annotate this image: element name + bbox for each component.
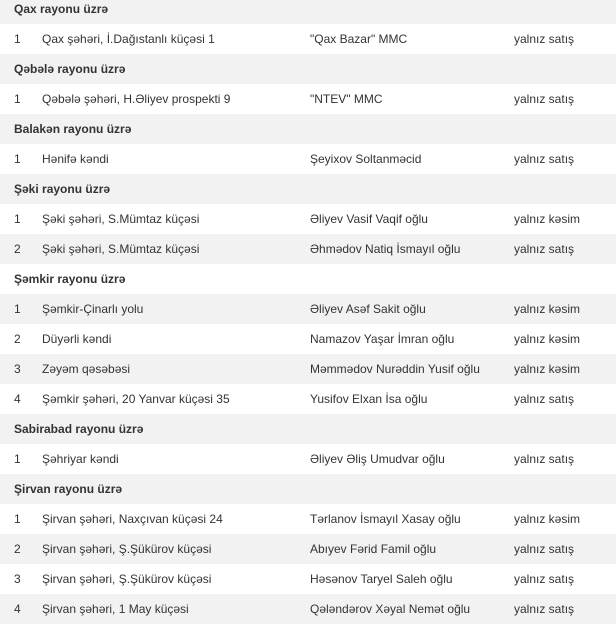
- row-number: 1: [0, 84, 42, 114]
- table-row: [0, 324, 616, 354]
- row-type: yalnız satış: [514, 84, 616, 114]
- row-name: Tərlanov İsmayıl Xasay oğlu: [310, 504, 514, 534]
- row-name: Abıyev Fərid Famil oğlu: [310, 534, 514, 564]
- row-number: 3: [0, 564, 42, 594]
- section-title: Şəmkir rayonu üzrə: [0, 264, 616, 294]
- row-type: yalnız satış: [514, 444, 616, 474]
- table-row: [0, 144, 616, 174]
- section-header: [0, 114, 616, 144]
- table-row: [0, 594, 616, 624]
- row-address: Şirvan şəhəri, Ş.Şükürov küçəsi: [42, 534, 310, 564]
- row-number: 1: [0, 204, 42, 234]
- row-number: 4: [0, 384, 42, 414]
- table-row: [0, 294, 616, 324]
- section-title: Sabirabad rayonu üzrə: [0, 414, 616, 444]
- row-number: 4: [0, 594, 42, 624]
- row-name: Əliyev Asəf Sakit oğlu: [310, 294, 514, 324]
- row-type: yalnız satış: [514, 594, 616, 624]
- row-type: yalnız satış: [514, 24, 616, 54]
- table-row: [0, 534, 616, 564]
- table-row: [0, 84, 616, 114]
- table-row: [0, 444, 616, 474]
- row-number: 1: [0, 294, 42, 324]
- table-row: [0, 384, 616, 414]
- table-row: [0, 234, 616, 264]
- row-number: 1: [0, 24, 42, 54]
- row-name: "NTEV" MMC: [310, 84, 514, 114]
- row-type: yalnız kəsim: [514, 324, 616, 354]
- row-address: Şəhriyar kəndi: [42, 444, 310, 474]
- row-type: yalnız kəsim: [514, 294, 616, 324]
- row-address: Qəbələ şəhəri, H.Əliyev prospekti 9: [42, 84, 310, 114]
- section-title: Şəki rayonu üzrə: [0, 174, 616, 204]
- section-header: [0, 414, 616, 444]
- row-address: Şirvan şəhəri, Naxçıvan küçəsi 24: [42, 504, 310, 534]
- section-header: [0, 264, 616, 294]
- row-name: Məmmədov Nurəddin Yusif oğlu: [310, 354, 514, 384]
- section-header: [0, 0, 616, 24]
- row-name: Şeyixov Soltanməcid: [310, 144, 514, 174]
- row-number: 2: [0, 534, 42, 564]
- table-row: [0, 24, 616, 54]
- row-number: 2: [0, 234, 42, 264]
- table-row: [0, 504, 616, 534]
- row-address: Şəki şəhəri, S.Mümtaz küçəsi: [42, 234, 310, 264]
- row-type: yalnız satış: [514, 384, 616, 414]
- row-number: 1: [0, 444, 42, 474]
- row-number: 3: [0, 354, 42, 384]
- row-type: yalnız kəsim: [514, 204, 616, 234]
- row-name: "Qax Bazar" MMC: [310, 24, 514, 54]
- section-title: Şirvan rayonu üzrə: [0, 474, 616, 504]
- row-name: Qələndərov Xəyal Nemət oğlu: [310, 594, 514, 624]
- section-header: [0, 54, 616, 84]
- row-address: Şirvan şəhəri, Ş.Şükürov küçəsi: [42, 564, 310, 594]
- row-address: Şəmkir-Çinarlı yolu: [42, 294, 310, 324]
- row-number: 2: [0, 324, 42, 354]
- row-address: Hənifə kəndi: [42, 144, 310, 174]
- row-type: yalnız satış: [514, 234, 616, 264]
- row-type: yalnız kəsim: [514, 354, 616, 384]
- section-header: [0, 174, 616, 204]
- row-name: Əliyev Vasif Vaqif oğlu: [310, 204, 514, 234]
- row-type: yalnız kəsim: [514, 504, 616, 534]
- row-address: Qax şəhəri, İ.Dağıstanlı küçəsi 1: [42, 24, 310, 54]
- section-header: [0, 474, 616, 504]
- section-title: Balakən rayonu üzrə: [0, 114, 616, 144]
- row-address: Şirvan şəhəri, 1 May küçəsi: [42, 594, 310, 624]
- table-row: [0, 564, 616, 594]
- row-name: Əhmədov Natiq İsmayıl oğlu: [310, 234, 514, 264]
- section-title: Qax rayonu üzrə: [0, 0, 616, 24]
- section-title: Qəbələ rayonu üzrə: [0, 54, 616, 84]
- row-name: Namazov Yaşar İmran oğlu: [310, 324, 514, 354]
- row-address: Düyərli kəndi: [42, 324, 310, 354]
- row-type: yalnız satış: [514, 564, 616, 594]
- row-type: yalnız satış: [514, 534, 616, 564]
- row-number: 1: [0, 504, 42, 534]
- row-type: yalnız satış: [514, 144, 616, 174]
- table-row: [0, 204, 616, 234]
- row-address: Zəyəm qəsəbəsi: [42, 354, 310, 384]
- row-number: 1: [0, 144, 42, 174]
- row-address: Şəmkir şəhəri, 20 Yanvar küçəsi 35: [42, 384, 310, 414]
- table-row: [0, 354, 616, 384]
- row-name: Yusifov Elxan İsa oğlu: [310, 384, 514, 414]
- row-address: Şəki şəhəri, S.Mümtaz küçəsi: [42, 204, 310, 234]
- row-name: Əliyev Əliş Umudvar oğlu: [310, 444, 514, 474]
- row-name: Həsənov Taryel Saleh oğlu: [310, 564, 514, 594]
